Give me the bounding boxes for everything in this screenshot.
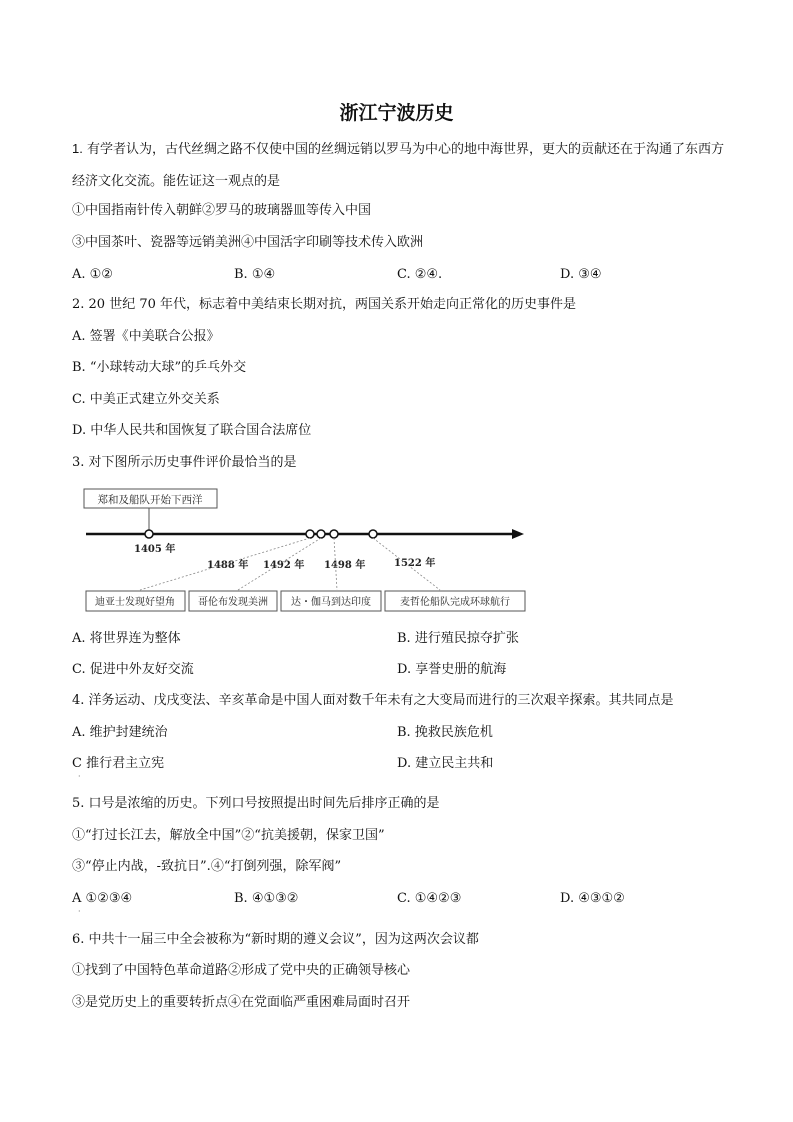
q2-option-c[interactable]: C. 中美正式建立外交关系 [72,392,220,407]
timeline-box-3-label: 达・伽马到达印度 [291,597,371,608]
q4-option-d[interactable]: D. 建立民主共和 [397,756,494,771]
q1-option-a[interactable]: A. ①② [72,267,113,282]
q5-line1: ①“打过长江去，解放全中国”②“抗美援朝，保家卫国” [72,828,385,843]
q4-option-b[interactable]: B. 挽救民族危机 [397,725,493,740]
scan-speck: · [78,772,81,781]
q2-stem: 2. 20 世纪 70 年代，标志着中美结束长期对抗，两国关系开始走向正常化的历史事件是 [72,297,577,312]
q2-option-a[interactable]: A. 签署《中美联合公报》 [72,329,220,344]
q6-line1: ①找到了中国特色革命道路②形成了党中央的正确领导核心 [72,963,411,978]
q1-stem-text: 有学者认为，古代丝绸之路不仅使中国的丝绸远销以罗马为中心的地中海世界，更大的贡献还在于沟通了东西方经济文化交流。能佐证这一观点的是 [72,142,724,189]
timeline-box-1-label: 迪亚士发现好望角 [95,597,175,608]
timeline-year-1405: 1405 年 [134,544,176,555]
q5-stem: 5. 口号是浓缩的历史。下列口号按照提出时间先后排序正确的是 [72,796,440,811]
timeline-year-1522: 1522 年 [394,558,436,569]
q6-line2: ③是党历史上的重要转折点④在党面临严重困难局面时召开 [72,995,411,1010]
q3-stem: 3. 对下图所示历史事件评价最恰当的是 [72,455,297,470]
q5-option-d[interactable]: D. ④③①② [560,891,625,906]
timeline-top-label: 郑和及船队开始下西洋 [97,494,203,506]
timeline-year-1488: 1488 年 [207,560,249,571]
q5-option-c[interactable]: C. ①④②③ [397,891,462,906]
q1-line2: ③中国茶叶、瓷器等远销美洲④中国活字印刷等技术传入欧洲 [72,235,424,250]
q4-option-a[interactable]: A. 维护封建统治 [72,725,168,740]
timeline-marker-1492 [317,530,325,538]
q5-option-b[interactable]: B. ④①③② [234,891,299,906]
q2-option-b[interactable]: B. “小球转动大球”的乒乓外交 [72,360,247,375]
q1-option-c[interactable]: C. ②④. [397,267,443,282]
q1-option-d[interactable]: D. ③④ [560,267,602,282]
q3-option-b[interactable]: B. 进行殖民掠夺扩张 [397,631,519,646]
q3-option-a[interactable]: A. 将世界连为整体 [72,631,181,646]
timeline-arrow-icon [512,529,524,539]
timeline-year-1498: 1498 年 [324,560,366,571]
q5-line2: ③“停止内战，-致抗日”.④“打倒列强，除军阀” [72,859,342,874]
timeline-marker-1522 [369,530,377,538]
scan-speck-2: · [78,907,81,916]
q1-number: 1. [72,141,83,156]
q2-option-d[interactable]: D. 中华人民共和国恢复了联合国合法席位 [72,423,312,438]
timeline-marker-1405 [145,530,153,538]
q6-stem: 6. 中共十一届三中全会被称为“新时期的遵义会议”，因为这两次会议都 [72,932,479,947]
timeline-marker-1488 [306,530,314,538]
timeline-connector-2 [238,538,321,590]
q4-option-c[interactable]: C 推行君主立宪 [72,756,165,771]
timeline-year-1492: 1492 年 [263,560,305,571]
q3-option-d[interactable]: D. 享誉史册的航海 [397,662,507,677]
q3-option-c[interactable]: C. 促进中外友好交流 [72,662,194,677]
page-title: 浙江宁波历史 [339,102,454,124]
q4-stem: 4. 洋务运动、戊戌变法、辛亥革命是中国人面对数千年未有之大变局而进行的三次艰辛探索。其共同点是 [72,693,674,708]
q5-option-a[interactable]: A ①②③④ [72,891,133,906]
q1-option-b[interactable]: B. ①④ [234,267,276,282]
timeline-box-2-label: 哥伦布发现美洲 [198,597,268,608]
q1-stem [72,133,724,198]
timeline-marker-1498 [330,530,338,538]
timeline-figure [82,486,532,616]
q1-line1: ①中国指南针传入朝鲜②罗马的玻璃器皿等传入中国 [72,203,372,218]
timeline-box-4-label: 麦哲伦船队完成环球航行 [400,597,510,608]
